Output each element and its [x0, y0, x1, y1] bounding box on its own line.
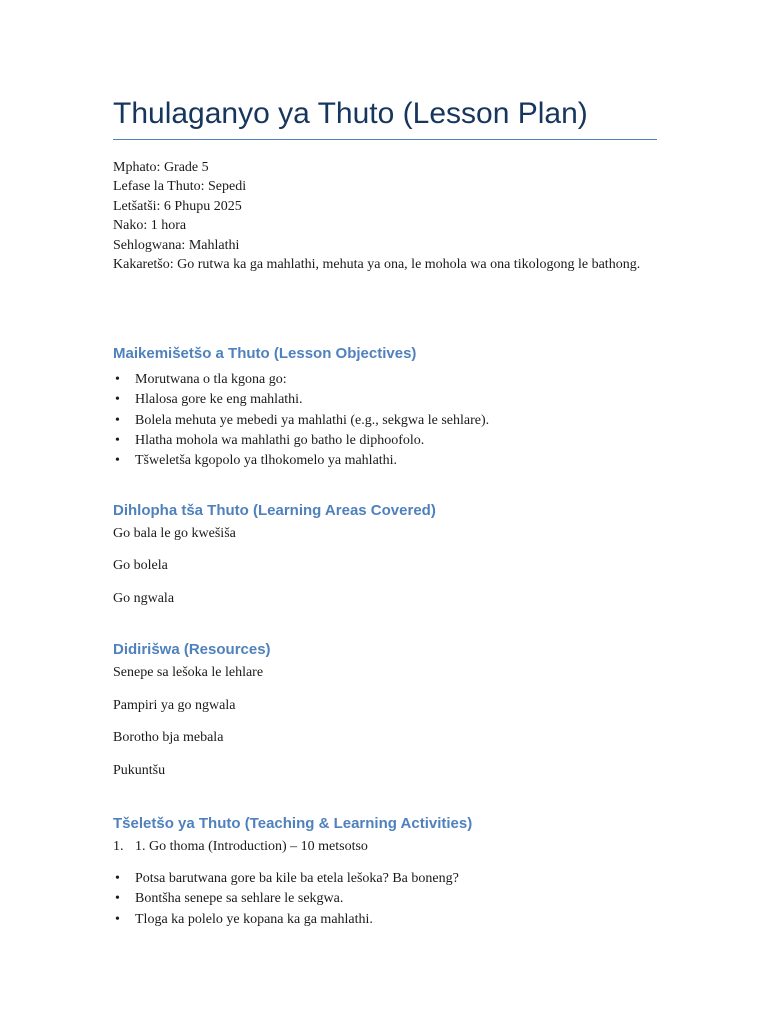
meta-subject: Lefase la Thuto: Sepedi — [113, 179, 247, 195]
resource-item: Borotho bja mebala — [113, 730, 224, 745]
learning-area-item: Go bala le go kwešiša — [113, 526, 236, 541]
learning-area-item: Go bolela — [113, 558, 168, 573]
bullet-icon: • — [115, 911, 120, 927]
list-item: • Potsa barutwana gore ba kile ba etela lešoka? Ba boneng? — [113, 869, 459, 889]
list-item: • Hlalosa gore ke eng mahlathi. — [113, 390, 489, 410]
lesson-meta — [113, 158, 658, 274]
learning-areas-heading: Dihlopha tša Thuto (Learning Areas Covered) — [113, 502, 436, 519]
title-divider — [113, 139, 657, 140]
meta-summary: Kakaretšo: Go rutwa ka ga mahlathi, mehuta ya ona, le mohola wa ona tikologong le bathong. — [113, 257, 641, 273]
bullet-icon: • — [115, 392, 120, 408]
bullet-icon: • — [115, 412, 120, 428]
resource-item: Pampiri ya go ngwala — [113, 698, 236, 713]
page-title: Thulaganyo ya Thuto (Lesson Plan) — [113, 97, 588, 130]
numbered-item — [113, 837, 368, 857]
bullet-icon: • — [115, 372, 120, 387]
bullet-icon: • — [115, 453, 120, 469]
bullet-icon: • — [115, 891, 120, 907]
list-item: • Hlatha mohola wa mahlathi go batho le diphoofolo. — [113, 431, 489, 451]
list-item: • Tšweletša kgopolo ya tlhokomelo ya mahlathi. — [113, 451, 489, 471]
resource-item: Senepe sa lešoka le lehlare — [113, 665, 264, 680]
meta-duration: Nako: 1 hora — [113, 218, 187, 234]
list-item: • Bolela mehuta ye mebedi ya mahlathi (e.g., sekgwa le sehlare). — [113, 411, 489, 431]
meta-date: Letšatši: 6 Phupu 2025 — [113, 198, 242, 214]
numbered-item-text: 1. Go thoma (Introduction) – 10 metsotso — [135, 839, 368, 854]
meta-grade: Mphato: Grade 5 — [113, 160, 209, 175]
objectives-list — [113, 370, 489, 471]
bullet-icon: • — [115, 871, 120, 886]
list-item: • Bontšha senepe sa sehlare le sekgwa. — [113, 889, 459, 909]
list-number: 1. — [113, 839, 124, 854]
activities-list — [113, 869, 459, 930]
learning-area-item: Go ngwala — [113, 591, 175, 606]
activities-heading: Tšeletšo ya Thuto (Teaching & Learning Activities) — [113, 815, 473, 832]
list-item: • Morutwana o tla kgona go: — [113, 370, 489, 390]
meta-topic: Sehlogwana: Mahlathi — [113, 237, 240, 253]
resources-heading: Didirišwa (Resources) — [113, 641, 271, 658]
list-item: • Tloga ka polelo ye kopana ka ga mahlathi. — [113, 910, 459, 930]
bullet-icon: • — [115, 432, 120, 448]
resource-item: Pukuntšu — [113, 763, 166, 778]
objectives-heading: Maikemišetšo a Thuto (Lesson Objectives) — [113, 345, 417, 362]
